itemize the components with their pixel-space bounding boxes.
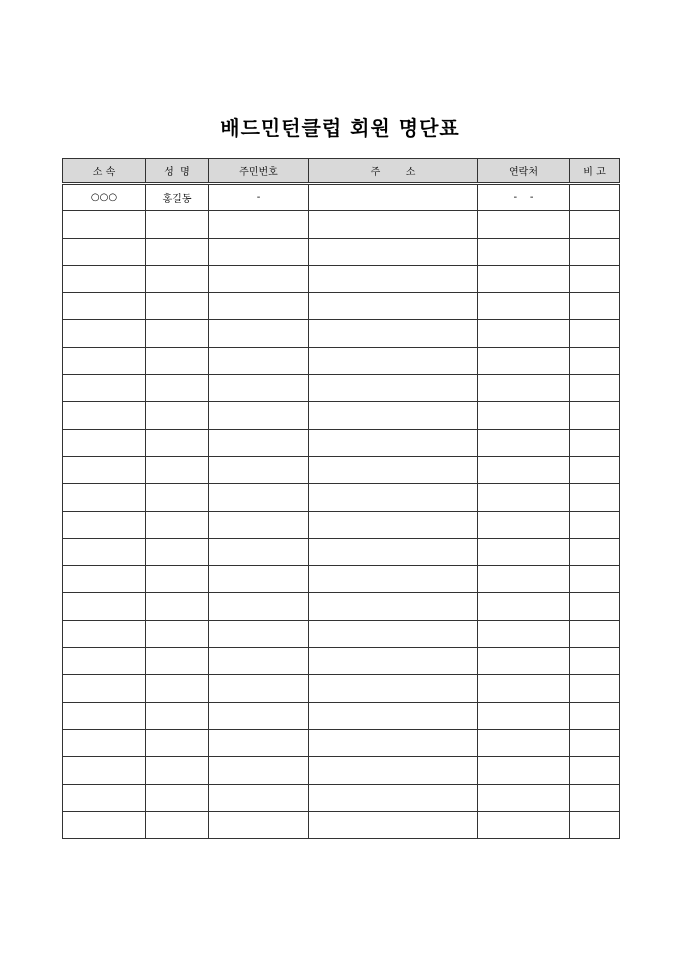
- resident-number-cell[interactable]: [209, 648, 309, 675]
- column-header-affiliation: 소 속: [63, 159, 146, 184]
- contact-cell[interactable]: - -: [478, 184, 570, 211]
- address-cell[interactable]: [309, 375, 478, 402]
- table-row: [63, 702, 620, 729]
- address-cell[interactable]: [309, 593, 478, 620]
- table-row: [63, 648, 620, 675]
- address-cell[interactable]: [309, 729, 478, 756]
- remarks-cell[interactable]: [570, 784, 620, 811]
- name-cell[interactable]: [146, 566, 209, 593]
- contact-cell[interactable]: [478, 402, 570, 429]
- resident-number-cell[interactable]: [209, 265, 309, 292]
- resident-number-cell[interactable]: [209, 702, 309, 729]
- affiliation-cell[interactable]: [63, 293, 146, 320]
- address-cell[interactable]: [309, 402, 478, 429]
- affiliation-cell[interactable]: [63, 538, 146, 565]
- name-cell[interactable]: [146, 429, 209, 456]
- address-cell[interactable]: [309, 675, 478, 702]
- contact-cell[interactable]: [478, 375, 570, 402]
- name-cell[interactable]: [146, 784, 209, 811]
- table-row: [63, 484, 620, 511]
- contact-cell[interactable]: [478, 757, 570, 784]
- affiliation-cell[interactable]: [63, 675, 146, 702]
- remarks-cell[interactable]: [570, 538, 620, 565]
- name-cell[interactable]: [146, 265, 209, 292]
- contact-cell[interactable]: [478, 293, 570, 320]
- name-cell[interactable]: [146, 620, 209, 647]
- address-cell[interactable]: [309, 566, 478, 593]
- name-cell[interactable]: [146, 320, 209, 347]
- table-row: [63, 347, 620, 374]
- table-row: [63, 238, 620, 265]
- address-cell[interactable]: [309, 511, 478, 538]
- name-cell[interactable]: [146, 211, 209, 238]
- affiliation-cell[interactable]: [63, 211, 146, 238]
- resident-number-cell[interactable]: [209, 347, 309, 374]
- table-row: [63, 729, 620, 756]
- affiliation-cell[interactable]: [63, 456, 146, 483]
- remarks-cell[interactable]: [570, 811, 620, 838]
- name-cell[interactable]: [146, 347, 209, 374]
- resident-number-cell[interactable]: [209, 375, 309, 402]
- resident-number-cell[interactable]: [209, 757, 309, 784]
- table-row: [63, 184, 620, 211]
- table-row: [63, 620, 620, 647]
- name-cell[interactable]: [146, 729, 209, 756]
- table-row: [63, 593, 620, 620]
- address-cell[interactable]: [309, 238, 478, 265]
- table-row: [63, 320, 620, 347]
- address-cell[interactable]: [309, 211, 478, 238]
- affiliation-cell[interactable]: [63, 729, 146, 756]
- table-row: [63, 456, 620, 483]
- name-cell[interactable]: [146, 702, 209, 729]
- resident-number-cell[interactable]: [209, 211, 309, 238]
- column-header-resident-number: 주민번호: [209, 159, 309, 184]
- name-cell[interactable]: [146, 593, 209, 620]
- remarks-cell[interactable]: [570, 429, 620, 456]
- name-cell[interactable]: [146, 811, 209, 838]
- resident-number-cell[interactable]: [209, 593, 309, 620]
- address-cell[interactable]: [309, 184, 478, 211]
- remarks-cell[interactable]: [570, 293, 620, 320]
- affiliation-cell[interactable]: [63, 347, 146, 374]
- table-row: [63, 566, 620, 593]
- name-cell[interactable]: 홍길동: [146, 184, 209, 211]
- address-cell[interactable]: [309, 648, 478, 675]
- affiliation-cell[interactable]: [63, 375, 146, 402]
- remarks-cell[interactable]: [570, 347, 620, 374]
- table-row: [63, 402, 620, 429]
- contact-cell[interactable]: [478, 729, 570, 756]
- name-cell[interactable]: [146, 511, 209, 538]
- remarks-cell[interactable]: [570, 702, 620, 729]
- address-cell[interactable]: [309, 320, 478, 347]
- contact-cell[interactable]: [478, 320, 570, 347]
- affiliation-cell[interactable]: [63, 265, 146, 292]
- remarks-cell[interactable]: [570, 211, 620, 238]
- contact-cell[interactable]: [478, 211, 570, 238]
- address-cell[interactable]: [309, 456, 478, 483]
- contact-cell[interactable]: [478, 538, 570, 565]
- affiliation-cell[interactable]: [63, 757, 146, 784]
- contact-cell[interactable]: [478, 265, 570, 292]
- table-row: [63, 375, 620, 402]
- resident-number-cell[interactable]: [209, 675, 309, 702]
- address-cell[interactable]: [309, 265, 478, 292]
- resident-number-cell[interactable]: [209, 320, 309, 347]
- remarks-cell[interactable]: [570, 238, 620, 265]
- table-row: [63, 811, 620, 838]
- address-cell[interactable]: [309, 538, 478, 565]
- resident-number-cell[interactable]: [209, 620, 309, 647]
- name-cell[interactable]: [146, 238, 209, 265]
- affiliation-cell[interactable]: [63, 402, 146, 429]
- name-cell[interactable]: [146, 375, 209, 402]
- contact-cell[interactable]: [478, 238, 570, 265]
- address-cell[interactable]: [309, 811, 478, 838]
- remarks-cell[interactable]: [570, 675, 620, 702]
- column-header-remarks: 비 고: [570, 159, 620, 184]
- remarks-cell[interactable]: [570, 757, 620, 784]
- affiliation-cell[interactable]: [63, 620, 146, 647]
- name-cell[interactable]: [146, 538, 209, 565]
- name-cell[interactable]: [146, 675, 209, 702]
- affiliation-cell[interactable]: ○○○: [63, 184, 146, 211]
- contact-cell[interactable]: [478, 429, 570, 456]
- affiliation-cell[interactable]: [63, 811, 146, 838]
- table-row: [63, 211, 620, 238]
- affiliation-cell[interactable]: [63, 429, 146, 456]
- address-cell[interactable]: [309, 620, 478, 647]
- table-row: [63, 511, 620, 538]
- table-row: [63, 429, 620, 456]
- contact-cell[interactable]: [478, 675, 570, 702]
- contact-cell[interactable]: [478, 456, 570, 483]
- resident-number-cell[interactable]: [209, 511, 309, 538]
- remarks-cell[interactable]: [570, 265, 620, 292]
- affiliation-cell[interactable]: [63, 593, 146, 620]
- contact-cell[interactable]: [478, 811, 570, 838]
- affiliation-cell[interactable]: [63, 648, 146, 675]
- remarks-cell[interactable]: [570, 375, 620, 402]
- resident-number-cell[interactable]: [209, 429, 309, 456]
- address-cell[interactable]: [309, 429, 478, 456]
- resident-number-cell[interactable]: [209, 293, 309, 320]
- affiliation-cell[interactable]: [63, 702, 146, 729]
- resident-number-cell[interactable]: [209, 811, 309, 838]
- contact-cell[interactable]: [478, 702, 570, 729]
- remarks-cell[interactable]: [570, 511, 620, 538]
- affiliation-cell[interactable]: [63, 238, 146, 265]
- remarks-cell[interactable]: [570, 648, 620, 675]
- table-row: [63, 784, 620, 811]
- name-cell[interactable]: [146, 484, 209, 511]
- column-header-name: 성 명: [146, 159, 209, 184]
- contact-cell[interactable]: [478, 566, 570, 593]
- table-row: [63, 265, 620, 292]
- member-roster-table: [62, 158, 620, 839]
- address-cell[interactable]: [309, 757, 478, 784]
- contact-cell[interactable]: [478, 511, 570, 538]
- resident-number-cell[interactable]: [209, 484, 309, 511]
- resident-number-cell[interactable]: [209, 566, 309, 593]
- table-row: [63, 675, 620, 702]
- remarks-cell[interactable]: [570, 456, 620, 483]
- contact-cell[interactable]: [478, 484, 570, 511]
- contact-cell[interactable]: [478, 593, 570, 620]
- remarks-cell[interactable]: [570, 620, 620, 647]
- resident-number-cell[interactable]: [209, 238, 309, 265]
- address-cell[interactable]: [309, 293, 478, 320]
- resident-number-cell[interactable]: [209, 538, 309, 565]
- address-cell[interactable]: [309, 484, 478, 511]
- resident-number-cell[interactable]: [209, 784, 309, 811]
- contact-cell[interactable]: [478, 347, 570, 374]
- column-header-address: 주 소: [309, 159, 478, 184]
- name-cell[interactable]: [146, 648, 209, 675]
- table-header-row: [63, 159, 620, 184]
- remarks-cell[interactable]: [570, 402, 620, 429]
- address-cell[interactable]: [309, 347, 478, 374]
- resident-number-cell[interactable]: [209, 729, 309, 756]
- contact-cell[interactable]: [478, 784, 570, 811]
- address-cell[interactable]: [309, 784, 478, 811]
- remarks-cell[interactable]: [570, 320, 620, 347]
- name-cell[interactable]: [146, 757, 209, 784]
- page-title: 배드민턴클럽 회원 명단표: [220, 116, 460, 140]
- name-cell[interactable]: [146, 402, 209, 429]
- address-cell[interactable]: [309, 702, 478, 729]
- remarks-cell[interactable]: [570, 184, 620, 211]
- remarks-cell[interactable]: [570, 593, 620, 620]
- name-cell[interactable]: [146, 456, 209, 483]
- affiliation-cell[interactable]: [63, 566, 146, 593]
- affiliation-cell[interactable]: [63, 484, 146, 511]
- table-row: [63, 538, 620, 565]
- column-header-contact: 연락처: [478, 159, 570, 184]
- affiliation-cell[interactable]: [63, 511, 146, 538]
- table-body: [63, 184, 620, 839]
- resident-number-cell[interactable]: [209, 456, 309, 483]
- affiliation-cell[interactable]: [63, 320, 146, 347]
- remarks-cell[interactable]: [570, 484, 620, 511]
- contact-cell[interactable]: [478, 648, 570, 675]
- remarks-cell[interactable]: [570, 566, 620, 593]
- table-row: [63, 293, 620, 320]
- resident-number-cell[interactable]: -: [209, 184, 309, 211]
- resident-number-cell[interactable]: [209, 402, 309, 429]
- contact-cell[interactable]: [478, 620, 570, 647]
- affiliation-cell[interactable]: [63, 784, 146, 811]
- table-row: [63, 757, 620, 784]
- name-cell[interactable]: [146, 293, 209, 320]
- remarks-cell[interactable]: [570, 729, 620, 756]
